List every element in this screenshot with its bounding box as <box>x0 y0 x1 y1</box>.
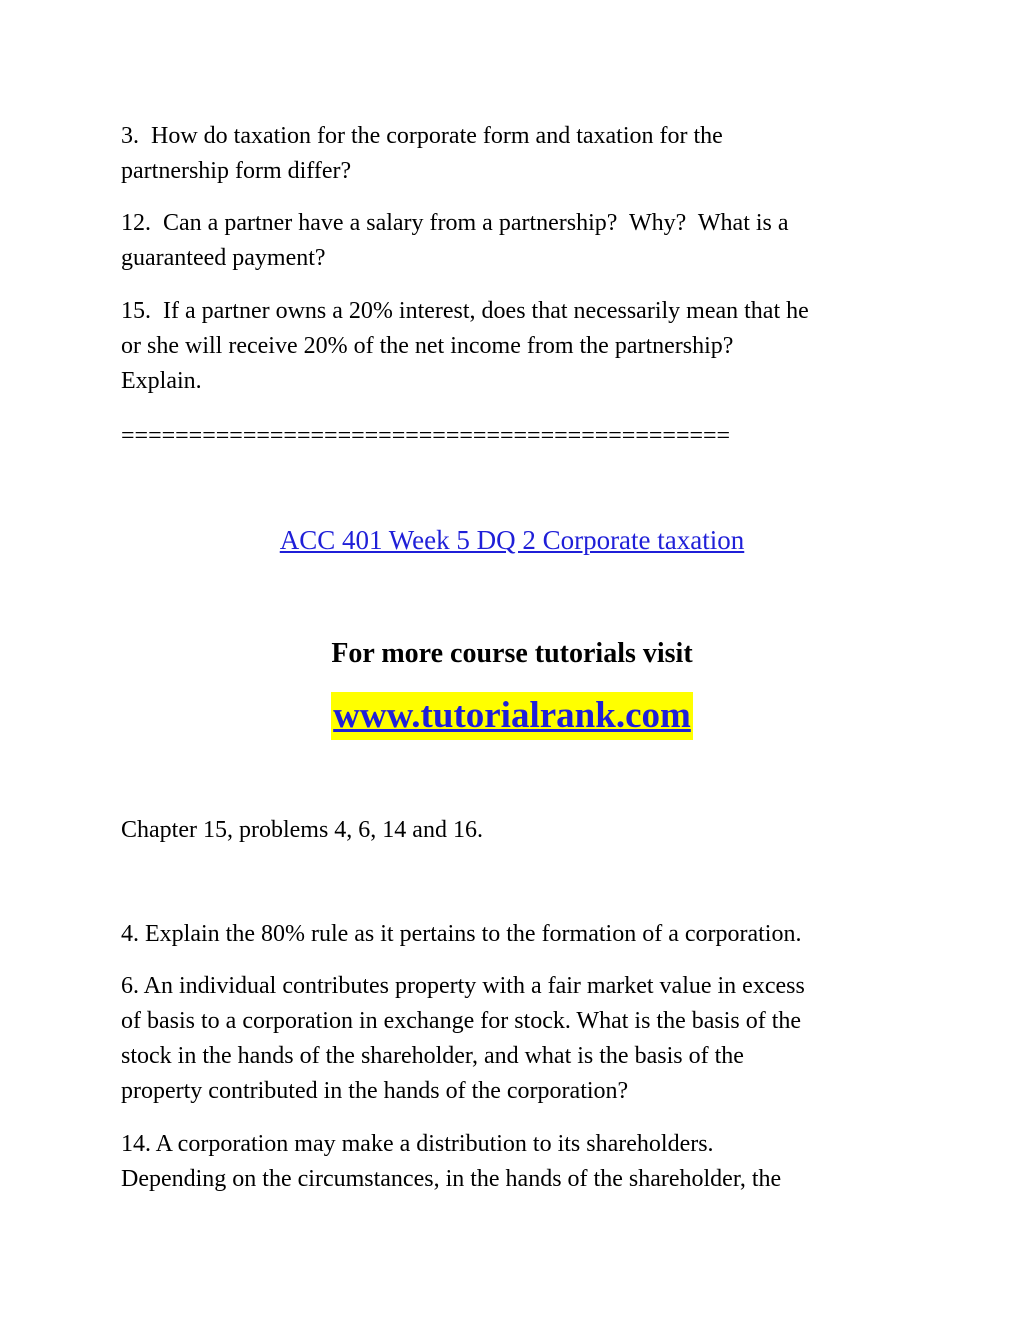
doc-title-link[interactable]: ACC 401 Week 5 DQ 2 Corporate taxation <box>279 525 745 555</box>
question-line: Depending on the circumstances, in the hands of the shareholder, the <box>121 1166 782 1192</box>
promo-text: For more course tutorials visit <box>331 638 693 669</box>
question-line: 4. Explain the 80% rule as it pertains to the formation of a corporation. <box>121 921 802 947</box>
separator-line <box>121 419 901 454</box>
chapter-text: Chapter 15, problems 4, 6, 14 and 16. <box>121 817 483 843</box>
site-link-row <box>0 692 1024 740</box>
doc-link-row <box>0 523 1024 557</box>
question-line: 12. Can a partner have a salary from a partnership? Why? What is a <box>121 210 789 236</box>
question-line: or she will receive 20% of the net income from the partnership? <box>121 333 734 359</box>
question-line: 3. How do taxation for the corporate form and taxation for the <box>121 123 723 149</box>
question-14 <box>121 1127 901 1197</box>
question-line: 15. If a partner owns a 20% interest, does that necessarily mean that he <box>121 298 809 324</box>
question-line: property contributed in the hands of the corporation? <box>121 1078 629 1104</box>
question-line: stock in the hands of the shareholder, and what is the basis of the <box>121 1043 744 1069</box>
question-6 <box>121 969 901 1109</box>
question-4 <box>121 917 901 952</box>
question-line: guaranteed payment? <box>121 245 326 271</box>
question-line: 14. A corporation may make a distribution to its shareholders. <box>121 1131 714 1157</box>
question-12 <box>121 206 901 276</box>
site-link[interactable]: www.tutorialrank.com <box>331 692 693 740</box>
question-line: 6. An individual contributes property with a fair market value in excess <box>121 973 805 999</box>
question-line: Explain. <box>121 368 202 394</box>
chapter-heading <box>121 813 901 848</box>
promo-row <box>0 637 1024 671</box>
question-line: partnership form differ? <box>121 158 352 184</box>
question-3 <box>121 119 901 189</box>
question-line: of basis to a corporation in exchange for stock. What is the basis of the <box>121 1008 802 1034</box>
question-15 <box>121 294 901 399</box>
separator-text: ============================================= <box>121 423 731 449</box>
